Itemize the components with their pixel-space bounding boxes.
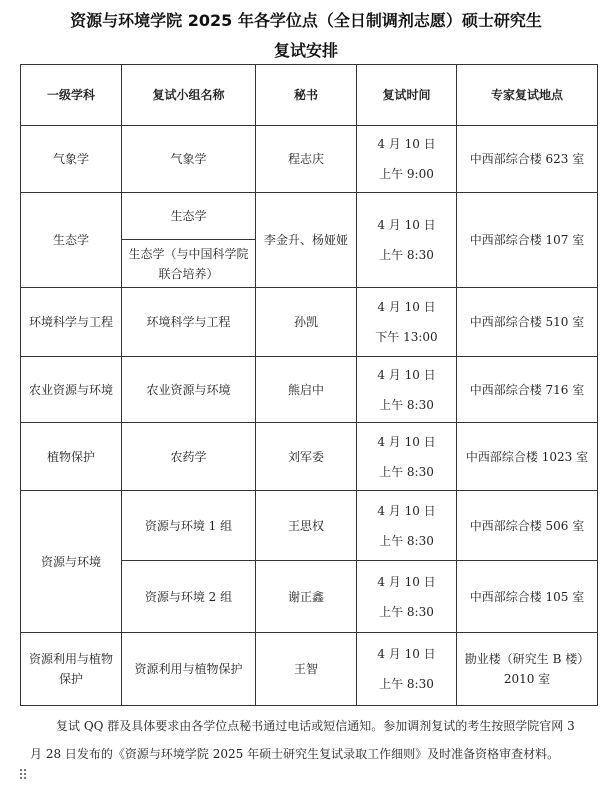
group-cell: 环境科学与工程 — [122, 288, 256, 357]
table-row — [21, 288, 598, 357]
group-cell: 生态学 — [122, 193, 256, 240]
secretary-cell: 熊启中 — [256, 357, 357, 423]
secretary-cell: 程志庆 — [256, 126, 357, 193]
secretary-cell: 刘军委 — [256, 423, 357, 491]
date-text: 4 月 10 日 — [377, 218, 436, 232]
location-cell: 中西部综合楼 506 室 — [457, 491, 598, 561]
time-cell — [357, 561, 457, 633]
discipline-cell: 气象学 — [21, 126, 122, 193]
group-cell: 资源与环境 1 组 — [122, 491, 256, 561]
time-cell — [357, 357, 457, 423]
discipline-cell: 资源利用与植物保护 — [21, 633, 122, 706]
group-cell: 气象学 — [122, 126, 256, 193]
table-row — [21, 423, 598, 491]
group-cell: 生态学（与中国科学院联合培养） — [122, 240, 256, 288]
secretary-cell: 孙凯 — [256, 288, 357, 357]
table-row — [21, 357, 598, 423]
secretary-cell: 王智 — [256, 633, 357, 706]
document-subtitle: 复试安排 — [273, 41, 338, 60]
secretary-cell: 谢正鑫 — [256, 561, 357, 633]
header-location: 专家复试地点 — [457, 65, 598, 126]
location-cell: 勘业楼（研究生 B 楼）2010 室 — [457, 633, 598, 706]
group-cell: 农药学 — [122, 423, 256, 491]
group-cell: 资源与环境 2 组 — [122, 561, 256, 633]
clock-text: 上午 9:00 — [379, 167, 434, 181]
time-cell — [357, 491, 457, 561]
header-secretary: 秘书 — [256, 65, 357, 126]
location-cell: 中西部综合楼 1023 室 — [457, 423, 598, 491]
date-text: 4 月 10 日 — [377, 137, 436, 151]
location-cell: 中西部综合楼 510 室 — [457, 288, 598, 357]
date-text: 4 月 10 日 — [377, 300, 436, 314]
location-cell: 中西部综合楼 107 室 — [457, 193, 598, 288]
location-cell: 中西部综合楼 623 室 — [457, 126, 598, 193]
location-cell: 中西部综合楼 105 室 — [457, 561, 598, 633]
document-title: 资源与环境学院 2025 年各学位点（全日制调剂志愿）硕士研究生 — [70, 11, 542, 30]
time-cell — [357, 633, 457, 706]
date-text: 4 月 10 日 — [377, 434, 436, 449]
time-cell — [357, 423, 457, 491]
table-header-row — [21, 65, 598, 126]
group-cell: 资源利用与植物保护 — [122, 633, 256, 706]
date-text: 4 月 10 日 — [377, 574, 436, 589]
header-time: 复试时间 — [357, 65, 457, 126]
discipline-cell: 环境科学与工程 — [21, 288, 122, 357]
drag-handle-icon[interactable]: ⠿ — [18, 768, 29, 784]
clock-text: 上午 8:30 — [379, 397, 434, 412]
date-text: 4 月 10 日 — [377, 367, 436, 382]
table-row — [21, 633, 598, 706]
clock-text: 上午 8:30 — [379, 677, 434, 691]
time-cell — [357, 193, 457, 288]
location-cell: 中西部综合楼 716 室 — [457, 357, 598, 423]
discipline-cell: 资源与环境 — [21, 491, 122, 633]
table-row — [21, 126, 598, 193]
header-discipline: 一级学科 — [21, 65, 122, 126]
date-text: 4 月 10 日 — [377, 647, 436, 661]
discipline-cell: 农业资源与环境 — [21, 357, 122, 423]
clock-text: 上午 8:30 — [379, 604, 434, 619]
date-text: 4 月 10 日 — [377, 503, 436, 518]
discipline-cell: 生态学 — [21, 193, 122, 288]
time-cell — [357, 288, 457, 357]
discipline-cell: 植物保护 — [21, 423, 122, 491]
clock-text: 上午 8:30 — [379, 248, 434, 262]
notice-paragraph: 复试 QQ 群及具体要求由各学位点秘书通过电话或短信通知。参加调剂复试的考生按照学院官网 3 月 28 日发布的《资源与环境学院 2025 年硕士研究生复试录取工作细则》及时准备资格审查材料。 — [30, 719, 575, 761]
secretary-cell: 李金升、杨娅娅 — [256, 193, 357, 288]
schedule-table — [20, 64, 598, 706]
clock-text: 上午 8:30 — [379, 464, 434, 479]
clock-text: 上午 8:30 — [379, 533, 434, 548]
clock-text: 下午 13:00 — [375, 330, 438, 344]
group-cell: 农业资源与环境 — [122, 357, 256, 423]
time-cell — [357, 126, 457, 193]
header-group: 复试小组名称 — [122, 65, 256, 126]
table-row — [21, 491, 598, 561]
table-row — [21, 193, 598, 240]
secretary-cell: 王思权 — [256, 491, 357, 561]
